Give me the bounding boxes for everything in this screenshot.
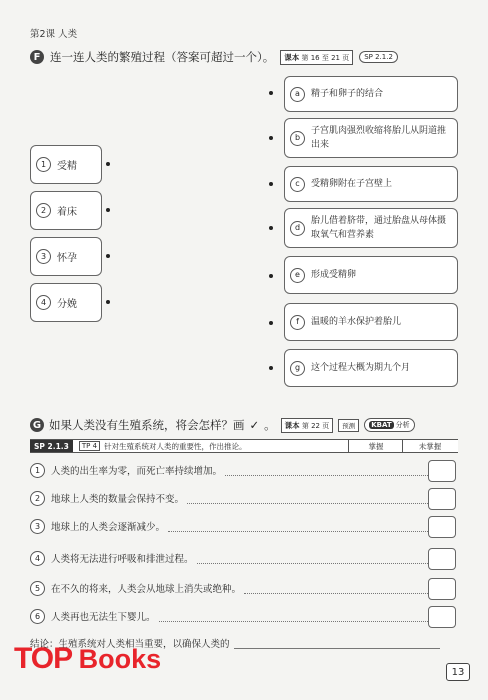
match-dot-left-1[interactable]	[106, 162, 110, 166]
right-item-a: a 精子和卵子的结合	[284, 76, 458, 112]
right-item-d: d 胎儿借着脐带，通过胎盘从母体摄取氧气和营养素	[284, 208, 458, 248]
page-number: 13	[446, 663, 470, 681]
logo-top: TOP	[14, 642, 73, 675]
section-g-heading: G 如果人类没有生殖系统，将会怎样？画 ✓ 。 课本 第 22 页 预测 KBAT 分析	[30, 417, 415, 433]
match-dot-right-f[interactable]	[269, 321, 273, 325]
textbook-ref-f: 课本 第 16 至 21 页	[280, 50, 353, 65]
section-f-heading	[30, 49, 398, 65]
match-dot-right-d[interactable]	[269, 226, 273, 230]
predict-tag: 预测	[338, 419, 359, 432]
mastered-label: 掌握	[348, 440, 403, 452]
statement-row-1: 1 人类的出生率为零，而死亡率持续增加。	[30, 458, 456, 482]
match-dot-right-g[interactable]	[269, 366, 273, 370]
section-g-letter: G	[30, 418, 44, 432]
sp-description: 针对生殖系统对人类的重要性，作出推论。	[104, 441, 247, 451]
match-dot-right-b[interactable]	[269, 136, 273, 140]
right-item-b: b 子宫肌肉强烈收缩将胎儿从阴道推出来	[284, 118, 458, 158]
left-item-1: 1 受精	[30, 145, 102, 184]
match-dot-right-a[interactable]	[269, 91, 273, 95]
statement-row-5: 5 在不久的将来，人类会从地球上消失或绝种。	[30, 576, 456, 600]
answer-box-1[interactable]	[428, 460, 456, 482]
section-g-title: 如果人类没有生殖系统，将会怎样？画	[49, 418, 245, 432]
kbat-skill: 分析	[395, 421, 410, 429]
sp-code-f: SP 2.1.2	[359, 51, 398, 63]
right-item-e: e 形成受精卵	[284, 256, 458, 294]
match-dot-left-2[interactable]	[106, 208, 110, 212]
left-item-3: 3 怀孕	[30, 237, 102, 276]
match-dot-right-c[interactable]	[269, 182, 273, 186]
statement-row-2: 2 地球上人类的数量会保持不变。	[30, 486, 456, 510]
conclusion-text: 结论：生殖系统对人类相当重要，以确保人类的	[30, 639, 230, 650]
left-item-2: 2 着床	[30, 191, 102, 230]
right-item-c: c 受精卵附在子宫壁上	[284, 166, 458, 202]
kbat-tag	[364, 418, 414, 432]
not-mastered-label: 未掌握	[402, 440, 457, 452]
answer-box-2[interactable]	[428, 488, 456, 510]
sp-code-g: SP 2.1.3	[30, 440, 73, 452]
match-dot-left-4[interactable]	[106, 300, 110, 304]
match-dot-right-e[interactable]	[269, 274, 273, 278]
answer-box-5[interactable]	[428, 578, 456, 600]
right-item-g: g 这个过程大概为期九个月	[284, 349, 458, 387]
tp-code: TP 4	[79, 441, 100, 451]
sp-standard-bar	[30, 439, 458, 453]
section-f-title: 连一连人类的繁殖过程（答案可超过一个）。	[50, 50, 275, 64]
textbook-ref-g: 课本 第 22 页	[281, 418, 334, 433]
answer-box-3[interactable]	[428, 516, 456, 538]
statement-row-4: 4 人类将无法进行呼吸和排泄过程。	[30, 546, 456, 570]
answer-box-6[interactable]	[428, 606, 456, 628]
section-f-letter: F	[30, 50, 44, 64]
answer-box-4[interactable]	[428, 548, 456, 570]
logo-books: Books	[78, 644, 162, 674]
left-item-4: 4 分娩	[30, 283, 102, 322]
conclusion-blank[interactable]	[234, 638, 440, 649]
statement-row-6: 6 人类再也无法生下婴儿。	[30, 604, 456, 628]
statement-row-3: 3 地球上的人类会逐渐减少。	[30, 514, 456, 538]
match-dot-left-3[interactable]	[106, 254, 110, 258]
right-item-f: f 温暖的羊水保护着胎儿	[284, 303, 458, 341]
topbooks-logo	[14, 642, 161, 676]
lesson-header: 第2课 人类	[30, 29, 78, 40]
tick-icon: ✓	[249, 418, 260, 432]
kbat-label: KBAT	[371, 421, 392, 429]
